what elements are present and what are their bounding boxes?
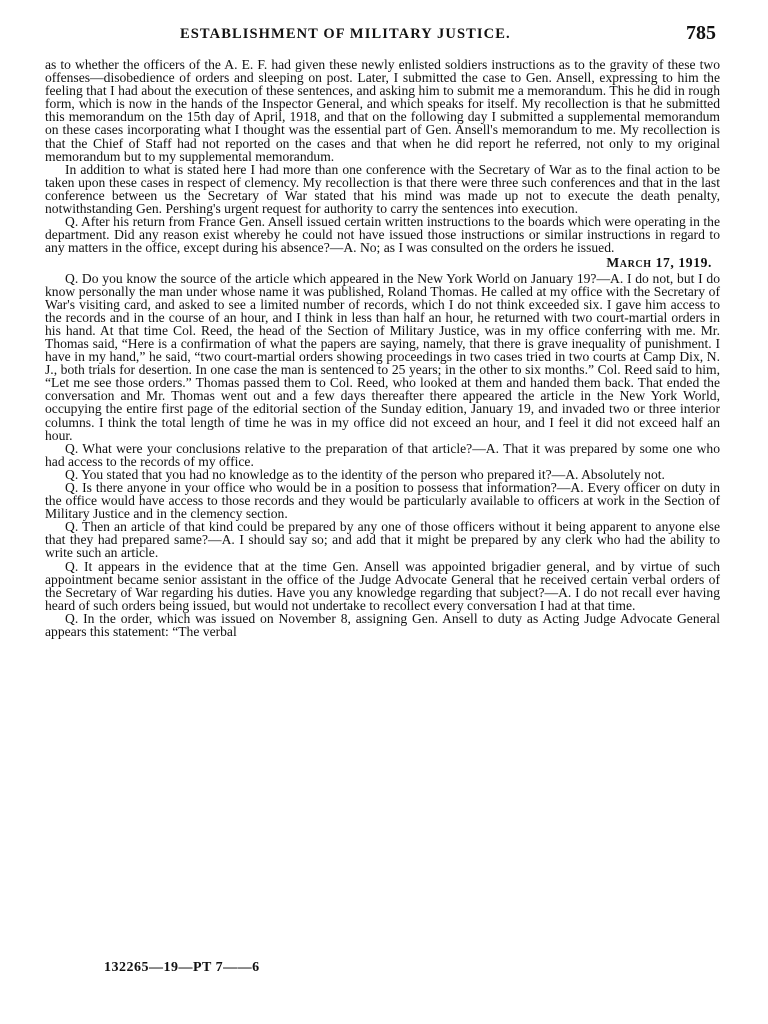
- question-answer-paragraph: Q. Then an article of that kind could be prepared by any one of those officers without it being apparent to anyone else that they had prepared same?—A. I should say so; and add that it might be prepared by any clerk who had the ability to write such an article.: [45, 519, 720, 561]
- question-answer-paragraph: Q. You stated that you had no knowledge as to the identity of the person who prepared it?—A. Absolutely not.: [65, 466, 665, 482]
- paragraph-continued: as to whether the officers of the A. E. F. had given these newly enlisted soldiers instructions as to the gravity of these two offenses—disobedience of orders and sleeping on post. Later, I submitted the case to Gen. Ansell, expressing to him the feeling that I had about the execution of these sentences, and asking him to submit me a memorandum. This he did in rough form, which is now in the hands of the Inspector General, and which speaks for itself. My recollection is that he submitted this memorandum on the 15th day of April, 1918, and that on the following day I submitted a supplemental memorandum on these cases incorporating what I thought was the essential part of Gen. Ansell's memorandum to me. My recollection is that the Chief of Staff had not reported on the cases and that when he did report he referred, not only to my original memorandum but to my supplemental memorandum.: [45, 57, 720, 164]
- question-answer-paragraph: Q. Do you know the source of the article which appeared in the New York World on January 19?—A. I do not, but I do know personally the man under whose name it was published, Roland Thomas. He called at my office with the Secretary of War's visiting card, and asked to see a limited number of records, which I do not think exceeded six. I gave him access to the records and in the course of an hour, and I think in less than half an hour, he returned with two court-martial orders in his hand. At that time Col. Reed, the head of the Section of Military Justice, was in my office conferring with me. Mr. Thomas said, “Here is a confirmation of what the papers are saying, namely, that there is grave inequality of punishment. I have in my hand,” he said, “two court-martial orders showing proceedings in two cases tried in two courts at Camp Dix, N. J., both trials for desertion. In one case the man is sentenced to 25 years; in the other to six months.” Col. Reed said to him, “Let me see those orders.” Thomas passed them to Col. Reed, who looked at them and handed them back. That ended the conversation and Mr. Thomas went out and a few days thereafter there appeared the article in the New York World, occupying the entire first page of the editorial section of the Sunday edition, January 19, and invaded two or three interior columns. I think the total length of time he was in my office did not exceed an hour, and I feel it did not exceed half an hour.: [45, 270, 720, 443]
- question-answer-paragraph: Q. Is there anyone in your office who would be in a position to possess that information?—A. Every officer on duty in the office would have access to those records and they would be particularly available to officers at work in the Section of Military Justice and in the clemency section.: [45, 480, 720, 522]
- question-answer-paragraph: Q. In the order, which was issued on November 8, assigning Gen. Ansell to duty as Acting Judge Advocate General appears this statement: “The verbal: [45, 610, 720, 640]
- body-text: [45, 58, 720, 638]
- section-date: March 17, 1919.: [606, 255, 712, 271]
- running-header: [48, 22, 724, 48]
- question-answer-paragraph: Q. What were your conclusions relative to the preparation of that article?—A. That it was prepared by some one who had access to the records of my office.: [45, 440, 720, 469]
- question-answer-paragraph: Q. After his return from France Gen. Ansell issued certain written instructions to the boards which were operating in the department. Did any reason exist whereby he could not have issued those instructions or similar instructions in regard to any matters in the office, except during his absence?—A. No; as I was consulted on the orders he issued.: [45, 214, 720, 256]
- question-answer-paragraph: Q. It appears in the evidence that at the time Gen. Ansell was appointed brigadier general, and by virtue of such appointment became senior assistant in the office of the Judge Advocate General that he received certain verbal orders of the Secretary of War regarding his duties. Have you any knowledge regarding that subject?—A. I do not recall ever having heard of such orders being issued, but would not undertake to recollect every conversation I had at that time.: [45, 558, 720, 613]
- page-number: 785: [686, 22, 716, 44]
- printer-signature: 132265—19—PT 7——6: [104, 960, 260, 975]
- paragraph: In addition to what is stated here I had more than one conference with the Secretary of War as to the final action to be taken upon these cases in respect of clemency. My recollection is that there were three such conferences and that in the last conference between us the Secretary of War stated that his mind was made up not to execute the death penalty, notwithstanding Gen. Pershing's urgent request for authority to carry the sentences into execution.: [45, 161, 720, 217]
- running-title: ESTABLISHMENT OF MILITARY JUSTICE.: [180, 26, 511, 42]
